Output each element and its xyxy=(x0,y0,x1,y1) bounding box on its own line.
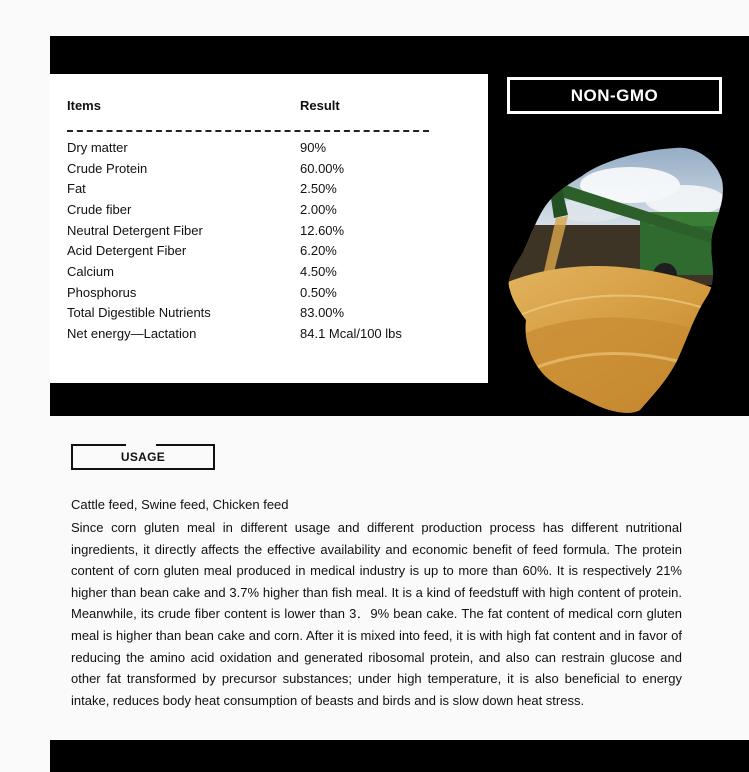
table-row xyxy=(67,240,467,261)
row-item: Crude fiber xyxy=(67,201,132,217)
row-result: 84.1 Mcal/100 lbs xyxy=(300,326,402,342)
table-row xyxy=(67,137,467,158)
usage-heading-box xyxy=(71,444,215,470)
non-gmo-badge xyxy=(507,77,722,114)
row-item: Total Digestible Nutrients xyxy=(67,305,211,321)
header-items: Items xyxy=(67,98,101,113)
table-row xyxy=(67,178,467,199)
usage-title: USAGE xyxy=(120,450,166,464)
row-item: Net energy—Lactation xyxy=(67,326,197,342)
table-rows xyxy=(67,137,467,344)
row-item: Acid Detergent Fiber xyxy=(67,243,187,259)
row-item: Fat xyxy=(67,181,86,197)
table-row xyxy=(67,282,467,303)
row-item: Calcium xyxy=(67,263,114,279)
usage-box-notch xyxy=(126,442,156,446)
row-result: 90% xyxy=(300,139,327,155)
table-row xyxy=(67,199,467,220)
row-result: 4.50% xyxy=(300,263,337,279)
badge-label: NON-GMO xyxy=(570,85,659,105)
row-result: 12.60% xyxy=(300,222,345,238)
dashed-divider xyxy=(67,130,429,132)
table-row xyxy=(67,158,467,179)
usage-description: Since corn gluten meal in different usage and different production process has different nutritional ingredients, it directly affects the effective availability and economic benefit of feed formula. The protein content of corn gluten meal produced in medical industry is up to more than 60%. It is respectively 21% higher than bean cake and 3.7% higher than fish meal. It is a kind of feedstuff with high content of protein. Meanwhile, its crude fiber content is lower than 3．9% bean cake. The fat content of medical corn gluten meal is higher than bean cake and corn. After it is mixed into feed, it is with high fat content and in favor of reducing the amino acid oxidation and generated ribosomal protein, and also can restrain glucose and other fat transformed by precursor substances; under high temperature, it is also beneficial to energy intake, reduces body heat consumption of beasts and birds and is slow down heat stress. xyxy=(71,520,682,708)
table-row xyxy=(67,261,467,282)
header-result: Result xyxy=(300,98,340,113)
row-item: Neutral Detergent Fiber xyxy=(67,222,203,238)
nutrition-table xyxy=(50,74,488,383)
row-item: Dry matter xyxy=(67,139,128,155)
row-item: Crude Protein xyxy=(67,160,148,176)
row-result: 0.50% xyxy=(300,284,337,300)
usage-uses: Cattle feed, Swine feed, Chicken feed xyxy=(71,497,289,512)
table-row xyxy=(67,323,467,344)
table-row xyxy=(67,303,467,324)
row-result: 60.00% xyxy=(300,160,345,176)
row-item: Phosphorus xyxy=(67,284,137,300)
corn-harvest-photo xyxy=(490,140,749,416)
row-result: 2.50% xyxy=(300,181,337,197)
table-row xyxy=(67,220,467,241)
row-result: 83.00% xyxy=(300,305,345,321)
row-result: 6.20% xyxy=(300,243,337,259)
bottom-black-bar xyxy=(50,740,749,772)
row-result: 2.00% xyxy=(300,201,337,217)
